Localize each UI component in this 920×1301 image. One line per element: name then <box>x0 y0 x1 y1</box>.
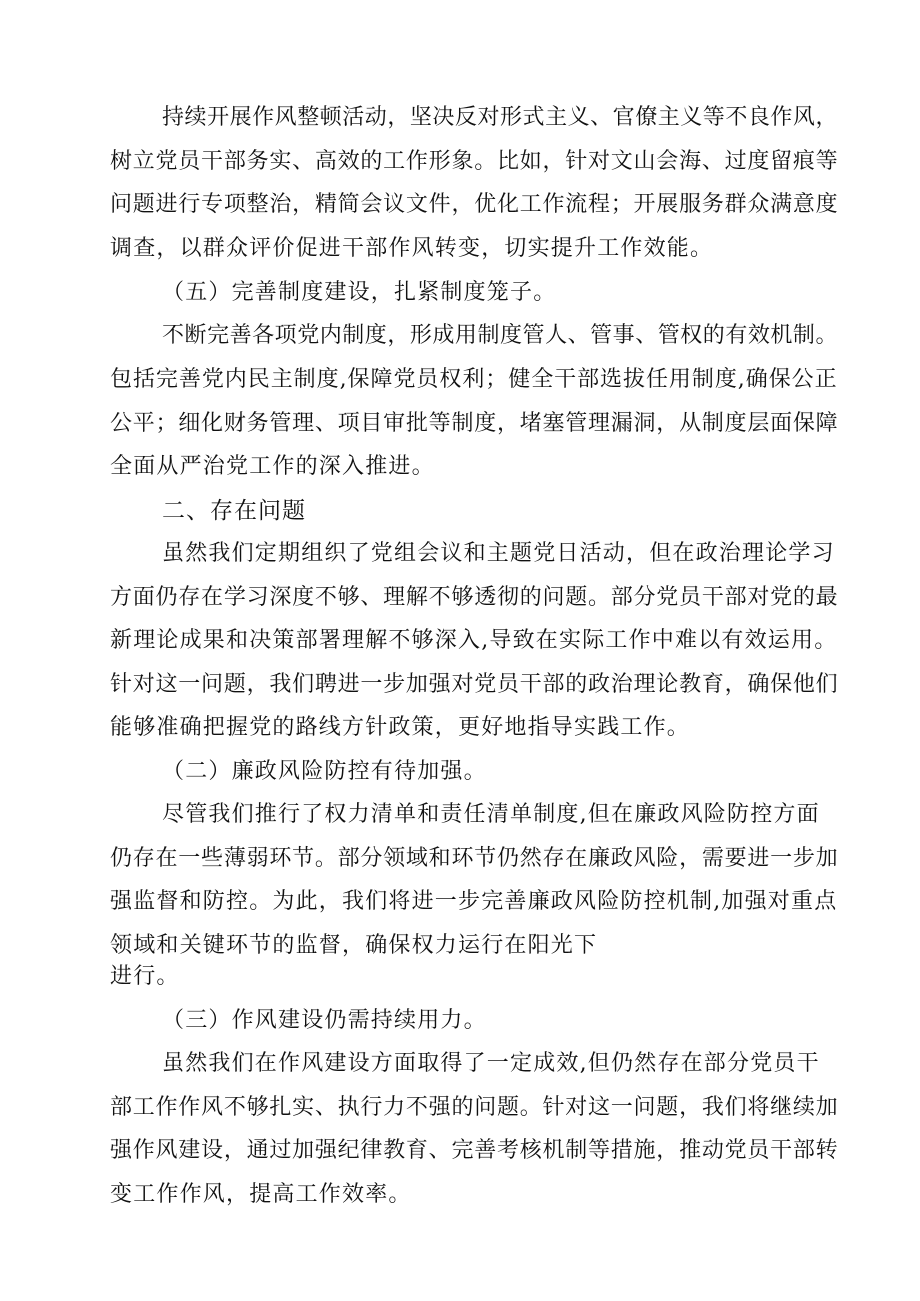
para4-line-4: 领域和关键环节的监督，确保权力运行在阳光下 <box>110 933 598 958</box>
para4-line-1: 尽管我们推行了权力清单和责任清单制度,但在廉政风险防控方面 <box>162 802 820 827</box>
para1-line-4: 调查，以群众评价促进干部作风转变，切实提升工作效能。 <box>110 236 714 261</box>
para3-line-2: 方面仍存在学习深度不够、理解不够透彻的问题。部分党员干部对党的最 <box>110 585 839 610</box>
para2-line-2: 包括完善党内民主制度,保障党员权利；健全干部选拔任用制度,确保公正 <box>110 367 838 392</box>
para5-line-4: 变工作作风，提高工作效率。 <box>110 1182 412 1207</box>
para4-line-2: 仍存在一些薄弱环节。部分领域和环节仍然存在廉政风险，需要进一步加 <box>110 846 839 871</box>
para1-line-3: 问题进行专项整治，精简会议文件，优化工作流程；开展服务群众满意度 <box>110 192 839 217</box>
para1-line-1: 持续开展作风整顿活动，坚决反对形式主义、官僚主义等不良作风， <box>162 105 839 130</box>
para2-line-1: 不断完善各项党内制度，形成用制度管人、管事、管权的有效机制。 <box>162 323 839 348</box>
para5-line-1: 虽然我们在作风建设方面取得了一定成效,但仍然存在部分党员干 <box>162 1051 820 1076</box>
para1-line-2: 树立党员干部务实、高效的工作形象。比如，针对文山会海、过度留痕等 <box>110 149 839 174</box>
para3-line-1: 虽然我们定期组织了党组会议和主题党日活动，但在政治理论学习 <box>162 541 835 566</box>
para5-line-2: 部工作作风不够扎实、执行力不强的问题。针对这一问题，我们将继续加 <box>110 1095 839 1120</box>
para3-line-5: 能够准确把握党的路线方针政策，更好地指导实践工作。 <box>110 715 691 740</box>
subheading-3: （三）作风建设仍需持续用力。 <box>162 1008 487 1033</box>
para3-line-4: 针对这一问题，我们聘进一步加强对党员干部的政治理论教育，确保他们 <box>110 672 839 697</box>
para2-line-4: 全面从严治党工作的深入推进。 <box>110 454 435 479</box>
subheading-2: （二）廉政风险防控有待加强。 <box>162 759 487 784</box>
para4-line-3: 强监督和防控。为此，我们将进一步完善廉政风险防控机制,加强对重点 <box>110 889 838 914</box>
para2-line-3: 公平；细化财务管理、项目审批等制度，堵塞管理漏洞，从制度层面保障 <box>110 411 839 436</box>
subheading-5: （五）完善制度建设，扎紧制度笼子。 <box>162 280 557 305</box>
para3-line-3: 新理论成果和决策部署理解不够深入,导致在实际工作中难以有效运用。 <box>110 628 838 653</box>
section-heading-problems: 二、存在问题 <box>162 498 306 524</box>
para5-line-3: 强作风建设，通过加强纪律教育、完善考核机制等措施，推动党员干部转 <box>110 1138 839 1163</box>
para4-line-5: 进行。 <box>110 964 180 989</box>
